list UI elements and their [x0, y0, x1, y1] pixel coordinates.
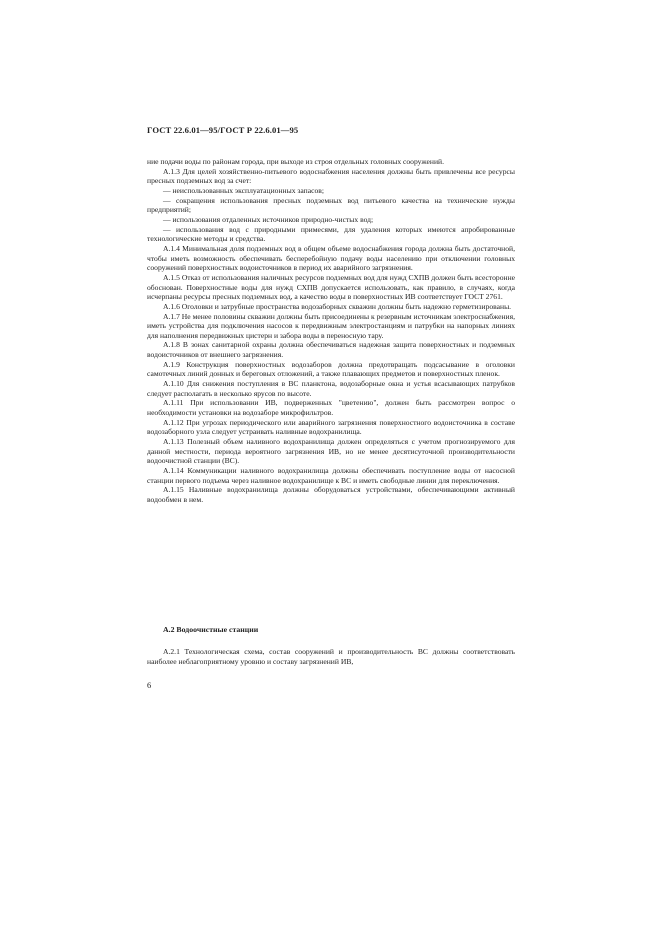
paragraph: ние подачи воды по районам города, при выходе из строя отдельных головных сооружений. [147, 157, 444, 166]
paragraph: — сокращения использования пресных подземных вод питьевого качества на технические нужды предприятий; [147, 195, 515, 215]
page-number: 6 [147, 681, 152, 690]
paragraph: А.1.11 При использовании ИВ, подверженных "цветению", должен быть рассмотрен вопрос о необходимости установки на водозаборе микрофильтров. [147, 398, 515, 418]
paragraph: А.1.10 Для снижения поступления в ВС планктона, водозаборные окна и устья всасывающих патрубков следует располагать в несколько ярусов по высоте. [147, 379, 515, 398]
paragraph: А.1.4 Минимальная доля подземных вод в общем объеме водоснабжения города должна быть достаточной, чтобы иметь возможность обеспечивать бесперебойную подачу воды населению при отключении головных сооружений поверхностных водоисточников в период их аварийного загрязнения. [147, 243, 515, 273]
page-header: ГОСТ 22.6.01—95/ГОСТ Р 22.6.01—95 [147, 125, 299, 135]
paragraph: — использования отдаленных источников природно-чистых вод; [163, 214, 374, 224]
paragraph: — неиспользованных эксплуатационных запасов; [163, 185, 324, 195]
paragraph: А.1.6 Оголовки и затрубные пространства водозаборных скважин должны быть надежно герметизированы. [163, 301, 512, 311]
paragraph: А.1.12 При угрозах периодического или аварийного загрязнения поверхностного водоисточника в составе водозаборного узла следует устраивать наливные водохранилища. [147, 417, 515, 437]
section-title: А.2 Водоочистные станции [163, 625, 259, 634]
paragraph: А.1.3 Для целей хозяйственно-питьевого водоснабжения населения должны быть привлечены все ресурсы пресных подземных вод за счет: [147, 166, 515, 186]
paragraph: А.1.13 Полезный объем наливного водохранилища должен определяться с учетом прогнозируемого для данной местности, периода вероятного загрязнения ИВ, но не менее десятисуточной производительности водоочистной станции (ВС). [147, 437, 515, 466]
paragraph: А.1.15 Наливные водохранилища должны оборудоваться устройствами, обеспечивающими активный водообмен в нем. [147, 485, 515, 504]
paragraph: А.1.14 Коммуникации наливного водохранилища должны обеспечивать поступление воды от насосной станции первого подъема через наливное водохранилище к ВС и иметь свободные линии для переключения. [147, 466, 515, 485]
paragraph: А.1.7 Не менее половины скважин должны быть присоединены к резервным источникам электроснабжения, иметь устройства для подключения насосов к передвижным электростанциям и патрубки на напорных линиях для наполнения передвижных цистерн и забора воды в переносную тару. [147, 311, 515, 340]
paragraph: — использования вод с природными примесями, для удаления которых имеются апробированные технологические методы и средства. [147, 224, 515, 244]
paragraph: А.1.9 Конструкция поверхностных водозаборов должна предотвращать подсасывание в оголовки самотечных линий донных и береговых отложений, а также плавающих предметов и поверхностных пленок. [147, 359, 515, 379]
paragraph: А.1.8 В зонах санитарной охраны должна обеспечиваться надежная защита поверхностных и подземных водоисточников от внешнего загрязнения. [147, 340, 515, 360]
paragraph: А.2.1 Технологическая схема, состав сооружений и производительность ВС должны соответствовать наиболее неблагоприятному уровню и составу загрязнений ИВ, [147, 647, 515, 666]
paragraph: А.1.5 Отказ от использования наличных ресурсов подземных вод для нужд СХПВ должен быть всесторонне обоснован. Поверхностные воды для нужд СХПВ допускается использовать, как правило, в случаях, когда исчерпаны ресурсы пресных подземных вод, а качество воды в поверхностных ИВ соответствует ГОСТ 2761. [147, 272, 515, 302]
body-text [147, 157, 515, 505]
section-body [147, 647, 515, 666]
